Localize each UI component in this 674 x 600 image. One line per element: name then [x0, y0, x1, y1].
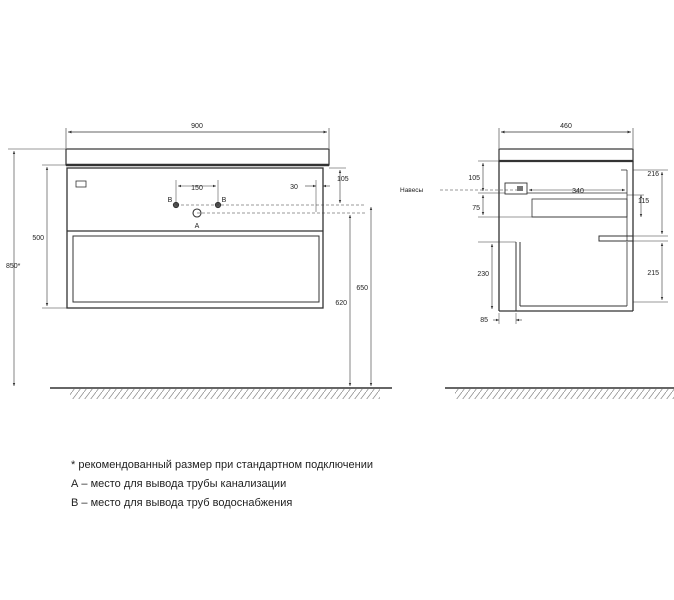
side-drawer-box: [532, 199, 627, 217]
body-height-label: 500: [32, 235, 44, 242]
front-fitting: [76, 181, 86, 187]
side-hanger: [505, 183, 527, 194]
note-outlet-a: А – место для вывода трубы канализации: [71, 478, 287, 490]
side-countertop: [499, 149, 633, 161]
side-offset-label: 30: [290, 184, 298, 191]
side-floor: [445, 388, 674, 399]
bottom-offset-label: 85: [480, 317, 488, 324]
hanger-depth-label: 340: [572, 188, 584, 195]
side-top-offset-label: 105: [468, 175, 480, 182]
floor-to-top-label: 650: [356, 285, 368, 292]
inlet-b-left-label: B: [167, 197, 173, 204]
front-countertop: [66, 149, 329, 165]
shelf-gap-label: 75: [472, 205, 480, 212]
front-view: [8, 128, 371, 386]
inlet-b-right-label: B: [221, 197, 227, 204]
front-floor: [50, 388, 392, 399]
note-recommended-size: * рекомендованный размер при стандартном подключении: [71, 459, 373, 471]
pipe-spacing-label: 150: [191, 185, 203, 192]
lower-height-label: 230: [477, 271, 489, 278]
total-height-label: 850*: [6, 263, 21, 270]
note-inlet-b: В – место для вывода труб водоснабжения: [71, 497, 293, 509]
side-view: [440, 128, 668, 324]
front-drawer: [73, 236, 319, 302]
notes-block: [71, 456, 373, 513]
width-label: 900: [191, 123, 203, 130]
hangers-label: Навесы: [400, 187, 424, 194]
upper-right-label: 216: [647, 171, 659, 178]
depth-label: 460: [560, 123, 572, 130]
side-shelf: [599, 236, 633, 241]
top-offset-label: 105: [337, 176, 349, 183]
outlet-a-label: A: [194, 223, 200, 230]
lower-right-label: 215: [647, 270, 659, 277]
floor-to-pipe-label: 620: [335, 300, 347, 307]
bracket-label: 115: [638, 198, 650, 205]
